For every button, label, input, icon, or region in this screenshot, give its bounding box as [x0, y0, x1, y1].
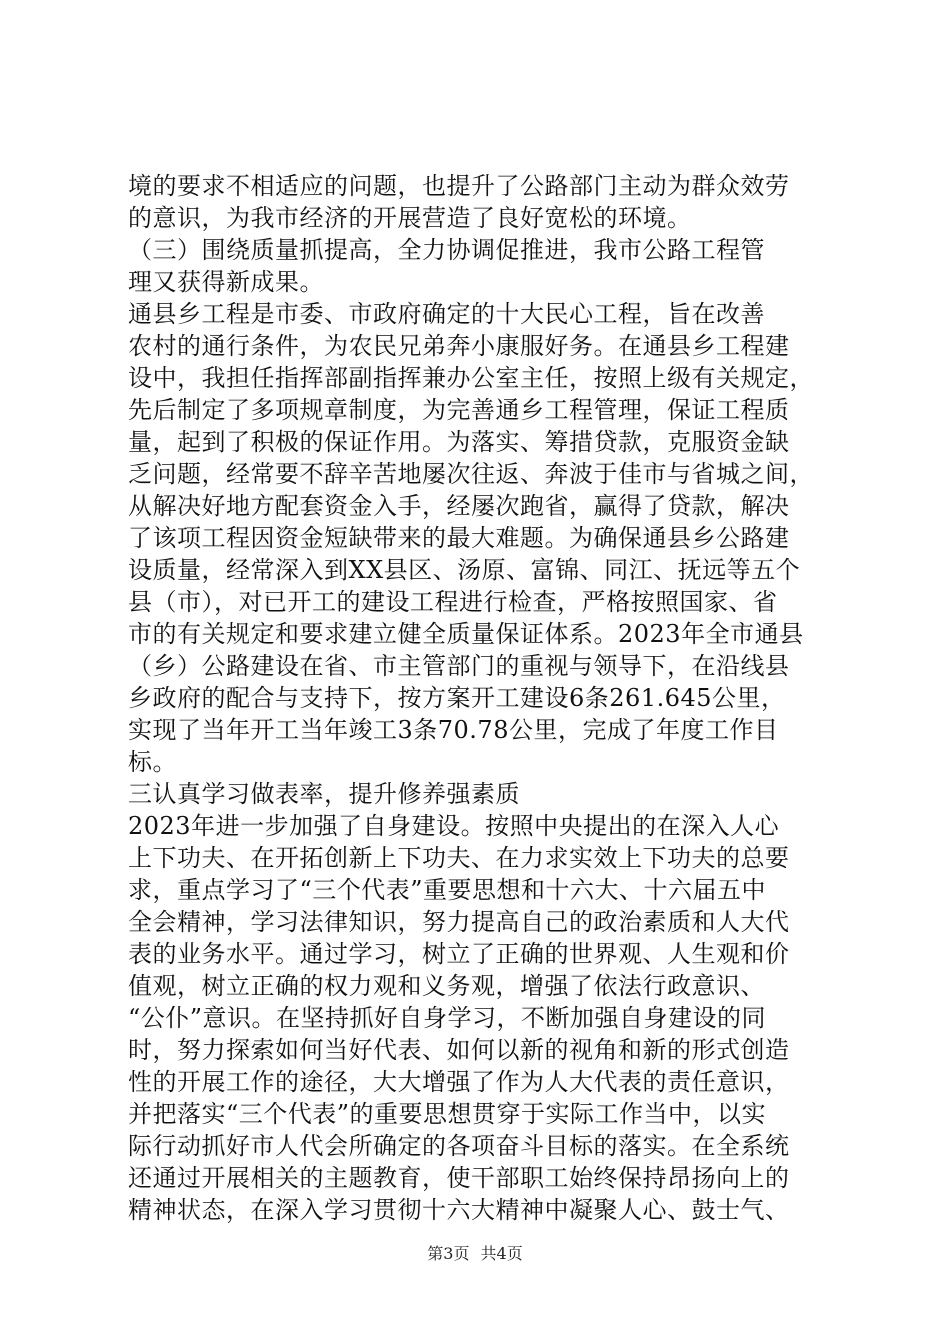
page-number: 第3页 — [427, 1244, 470, 1263]
text-line: 际行动抓好市人代会所确定的各项奋斗目标的落实。在全系统 — [128, 1132, 790, 1160]
text-line: 标。 — [128, 748, 177, 776]
text-line: 市的有关规定和要求建立健全质量保证体系。2023年全市通县 — [128, 620, 804, 648]
text-line: 时，努力探索如何当好代表、如何以新的视角和新的形式创造 — [128, 1036, 790, 1064]
text-line: （三）围绕质量抓提高，全力协调促推进，我市公路工程管 — [128, 236, 765, 264]
text-line: 通县乡工程是市委、市政府确定的十大民心工程，旨在改善 — [128, 300, 765, 328]
page-footer — [0, 1243, 950, 1265]
text-line: 境的要求不相适应的问题，也提升了公路部门主动为群众效劳 — [128, 172, 790, 200]
text-line: 上下功夫、在开拓创新上下功夫、在力求实效上下功夫的总要 — [128, 844, 790, 872]
text-line: 2023年进一步加强了自身建设。按照中央提出的在深入人心 — [128, 812, 780, 840]
text-line: 求，重点学习了“三个代表”重要思想和十六大、十六届五中 — [128, 876, 767, 904]
text-line: （乡）公路建设在省、市主管部门的重视与领导下，在沿线县 — [128, 652, 790, 680]
text-line: 先后制定了多项规章制度，为完善通乡工程管理，保证工程质 — [128, 396, 790, 424]
text-line: 设质量，经常深入到XX县区、汤原、富锦、同江、抚远等五个 — [128, 556, 801, 584]
page-total: 共4页 — [480, 1244, 523, 1263]
text-line: 值观，树立正确的权力观和义务观，增强了依法行政意识、 — [128, 972, 765, 1000]
text-line: 从解决好地方配套资金入手，经屡次跑省，赢得了贷款，解决 — [128, 492, 790, 520]
text-line: 全会精神，学习法律知识，努力提高自己的政治素质和人大代 — [128, 908, 790, 936]
text-line: 精神状态，在深入学习贯彻十六大精神中凝聚人心、鼓士气、 — [128, 1196, 790, 1224]
text-line: 的意识，为我市经济的开展营造了良好宽松的环境。 — [128, 204, 692, 232]
text-line: 还通过开展相关的主题教育，使干部职工始终保持昂扬向上的 — [128, 1164, 790, 1192]
text-line: “公仆”意识。在坚持抓好自身学习，不断加强自身建设的同 — [128, 1004, 767, 1032]
text-line: 农村的通行条件，为农民兄弟奔小康服好务。在通县乡工程建 — [128, 332, 790, 360]
text-line: 了该项工程因资金短缺带来的最大难题。为确保通县乡公路建 — [128, 524, 790, 552]
text-line: 乡政府的配合与支持下，按方案开工建设6条261.645公里， — [128, 684, 786, 712]
text-line: 量，起到了积极的保证作用。为落实、筹措贷款，克服资金缺 — [128, 428, 790, 456]
text-line: 县（市），对已开工的建设工程进行检查，严格按照国家、省 — [128, 588, 778, 616]
text-line: 表的业务水平。通过学习，树立了正确的世界观、人生观和价 — [128, 940, 790, 968]
text-line: 并把落实“三个代表”的重要思想贯穿于实际工作当中，以实 — [128, 1100, 767, 1128]
text-line: 乏问题，经常要不辞辛苦地屡次往返、奔波于佳市与省城之间， — [128, 460, 814, 488]
text-line: 实现了当年开工当年竣工3条70.78公里，完成了年度工作目 — [128, 716, 779, 744]
text-line: 性的开展工作的途径，大大增强了作为人大代表的责任意识， — [128, 1068, 790, 1096]
section-heading: 三认真学习做表率，提升修养强素质 — [128, 780, 520, 808]
text-line: 设中，我担任指挥部副指挥兼办公室主任，按照上级有关规定， — [128, 364, 814, 392]
text-line: 理又获得新成果。 — [128, 268, 324, 296]
body-text — [128, 170, 828, 1226]
